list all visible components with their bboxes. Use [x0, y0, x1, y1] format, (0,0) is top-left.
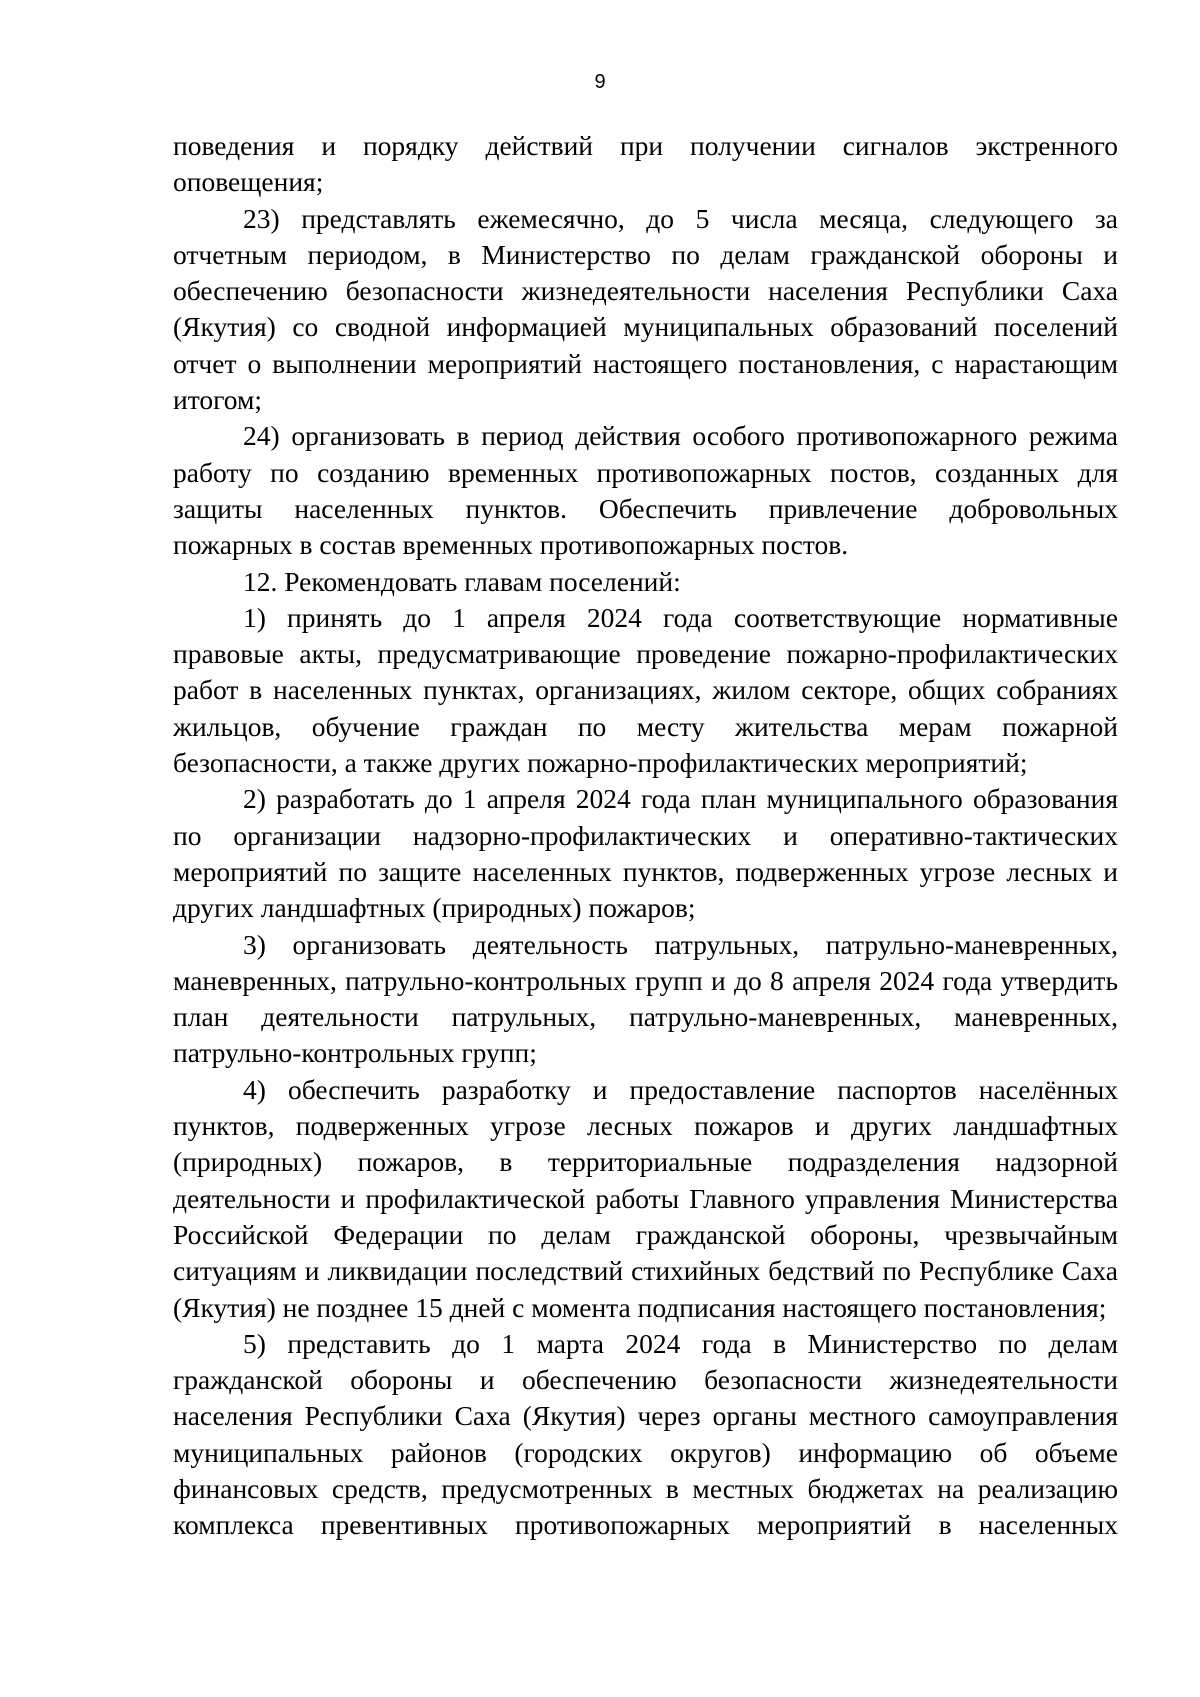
paragraph-item-2: 2) разработать до 1 апреля 2024 года план муниципального образования по организации надзорно-профилактических и оперативно-тактических мероприятий по защите населенных пунктов, подверженных угрозе лесных и других ландшафтных (природных) пожаров;: [173, 783, 1118, 924]
paragraph-item-5: 5) представить до 1 марта 2024 года в Министерство по делам гражданской обороны и обеспечению безопасности жизнедеятельности населения Республики Саха (Якутия) через органы местного самоуправления муниципальных районов (городских округов) информацию об объеме финансовых средств, предусмотренных в местных бюджетах на реализацию комплекса превентивных противопожарных мероприятий в населенных: [173, 1327, 1118, 1541]
paragraph-section-12: 12. Рекомендовать главам поселений:: [243, 565, 681, 597]
paragraph-item-3: 3) организовать деятельность патрульных, патрульно-маневренных, маневренных, патрульно-контрольных групп и до 8 апреля 2024 года утвердить план деятельности патрульных, патрульно-маневренных, маневренных, патрульно-контрольных групп;: [173, 928, 1118, 1069]
paragraph-item-4: 4) обеспечить разработку и предоставление паспортов населённых пунктов, подверженных угрозе лесных пожаров и других ландшафтных (природных) пожаров, в территориальные подразделения надзорной деятельности и профилактической работы Главного управления Министерства Российской Федерации по делам гражданской обороны, чрезвычайным ситуациям и ликвидации последствий стихийных бедствий по Республике Саха (Якутия) не позднее 15 дней с момента подписания настоящего постановления;: [173, 1073, 1118, 1323]
paragraph-continuation: поведения и порядку действий при получении сигналов экстренного оповещения;: [173, 130, 1118, 198]
paragraph-item-1: 1) принять до 1 апреля 2024 года соответствующие нормативные правовые акты, предусматривающие проведение пожарно-профилактических работ в населенных пунктах, организациях, жилом секторе, общих собраниях жильцов, обучение граждан по месту жительства мерам пожарной безопасности, а также других пожарно-профилактических мероприятий;: [173, 601, 1118, 779]
document-body: [173, 128, 1118, 1544]
page-number: 9: [594, 71, 606, 93]
paragraph-item-24: 24) организовать в период действия особого противопожарного режима работу по созданию временных противопожарных постов, созданных для защиты населенных пунктов. Обеспечить привлечение добровольных пожарных в состав временных противопожарных постов.: [173, 420, 1118, 561]
paragraph-item-23: 23) представлять ежемесячно, до 5 числа месяца, следующего за отчетным периодом, в Министерство по делам гражданской обороны и обеспечению безопасности жизнедеятельности населения Республики Саха (Якутия) со сводной информацией муниципальных образований поселений отчет о выполнении мероприятий настоящего постановления, с нарастающим итогом;: [173, 202, 1118, 416]
